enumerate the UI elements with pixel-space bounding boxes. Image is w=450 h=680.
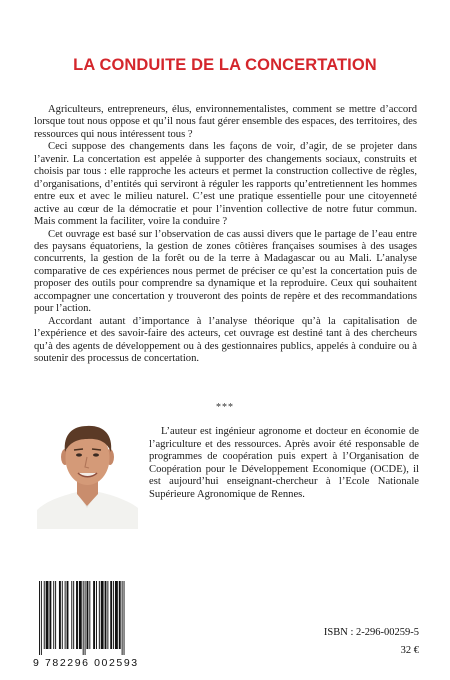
author-bio [149, 426, 419, 501]
author-bio-text: L’auteur est ingénieur agronome et docteur en économie de l’agriculture et des ressources. Après avoir été responsable de programmes de coopération puis expert à l’Organisation de Coopération pour le Développement Economique (OCDE), il est aujourd’hui enseignant-chercheur à l’Ecole Nationale Supérieure Agronomique de Rennes. [149, 426, 419, 500]
author-photo [37, 412, 138, 529]
back-cover-blurb [34, 104, 417, 366]
isbn: ISBN : 2-296-00259-5 [323, 627, 419, 638]
book-title: LA CONDUITE DE LA CONCERTATION [73, 56, 377, 74]
section-separator: *** [216, 402, 234, 413]
barcode [37, 581, 155, 655]
price: 32 € [400, 645, 419, 656]
blurb-paragraph-3: Cet ouvrage est basé sur l’observation de cas aussi divers que le partage de l’eau entre des paysans équatoriens, la gestion de zones côtières françaises soumises à des usages concurrents, la gestion de la forêt ou de la terre à Madagascar ou au Mali. L’analyse comparative de ces expériences nous permet de préciser ce qu’est la concertation puis de proposer des outils pour comprendre sa dynamique et la reproduire. Ceux qui souhaitent accompagner une concertation y trouveront des points de repère et des recommandations pour l’action. [34, 228, 417, 315]
blurb-paragraph-2: Ceci suppose des changements dans les façons de voir, d’agir, de se projeter dans l’avenir. La concertation est appelée à supporter des changements sociaux, construits et choisis par tous : elle rapproche les acteurs et permet la construction collective de règles, d’organisations, d’entités qui serviront à réguler les rapports qu’entretiennent les hommes entre eux et avec le milieu naturel. C’est une pratique essentielle pour une citoyenneté active au cœur de la démocratie et pour l’invention collective de notre futur commun. Mais comment la faciliter, voire la conduire ? [34, 141, 417, 228]
blurb-paragraph-4: Accordant autant d’importance à l’analyse théorique qu’à la capitalisation de l’expérience et des savoir-faire des acteurs, cet ouvrage est destiné tant à des chercheurs qu’à des agents de développement ou à des gestionnaires publics, appelés à conduire ou à soutenir des processus de concertation. [34, 315, 417, 365]
barcode-digits: 9 782296 002593 [33, 657, 139, 669]
blurb-paragraph-1: Agriculteurs, entrepreneurs, élus, environnementalistes, comment se mettre d’accord lorsque tout nous oppose et qu’il nous faut gérer ensemble des espaces, des territoires, des ressources qui nous intéressent tous ? [34, 104, 417, 140]
